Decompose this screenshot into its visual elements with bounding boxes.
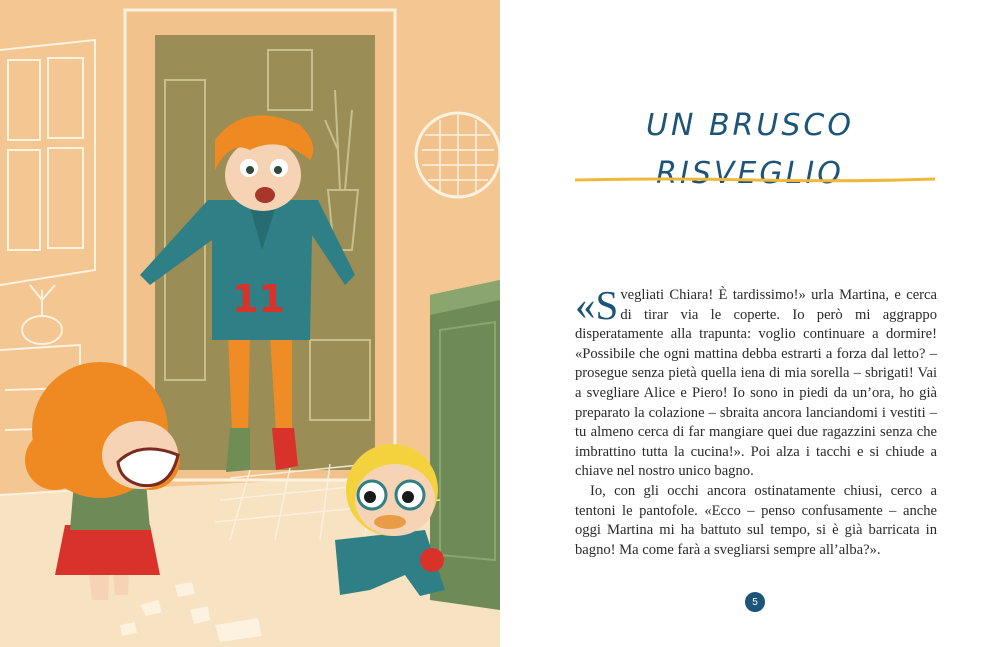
chapter-title-line-1: UN BRUSCO: [646, 108, 854, 144]
shirt-number: 11: [232, 277, 285, 321]
round-mirror: [416, 113, 500, 197]
page-number: 5: [745, 592, 765, 612]
paragraph-1: [575, 282, 937, 482]
drop-cap: «S: [575, 282, 619, 328]
paragraph-2: Io, con gli occhi ancora ostinatamente chiusi, cerco a tentoni le pantofole. «Ecco – penso confusamente – anche oggi Martina mi ha battuto sul tempo, si è già barricata in bagno! Ma come farà a svegliarsi sempre all’alba?».: [575, 482, 937, 558]
title-divider: [575, 176, 935, 184]
chapter-title-line-2: RISVEGLIO: [656, 156, 844, 192]
chapter-body: [575, 282, 937, 560]
paragraph-1-text: vegliati Chiara! È tardissimo!» urla Martina, e cerca di tirar via le coperte. Io però mi aggrappo disperatamente alla trapunta: voglio continuare a dormire! «Possibile che ogni mattina debba estrarti a forza dal letto? – prosegue senza pietà quella iena di mia sorella – sbrigati! Vai a svegliare Alice e Piero! Io sono in piedi da un’ora, ho già preparato la colazione – sbraita ancora lanciandomi i vestiti – tu almeno cerca di far mangiare quei due ragazzini senza che imbrattino tutta la cucina!». Poi alza i tacchi e si chiude a chiave nel nostro unico bagno.: [575, 287, 937, 480]
text-page: [500, 0, 1000, 647]
